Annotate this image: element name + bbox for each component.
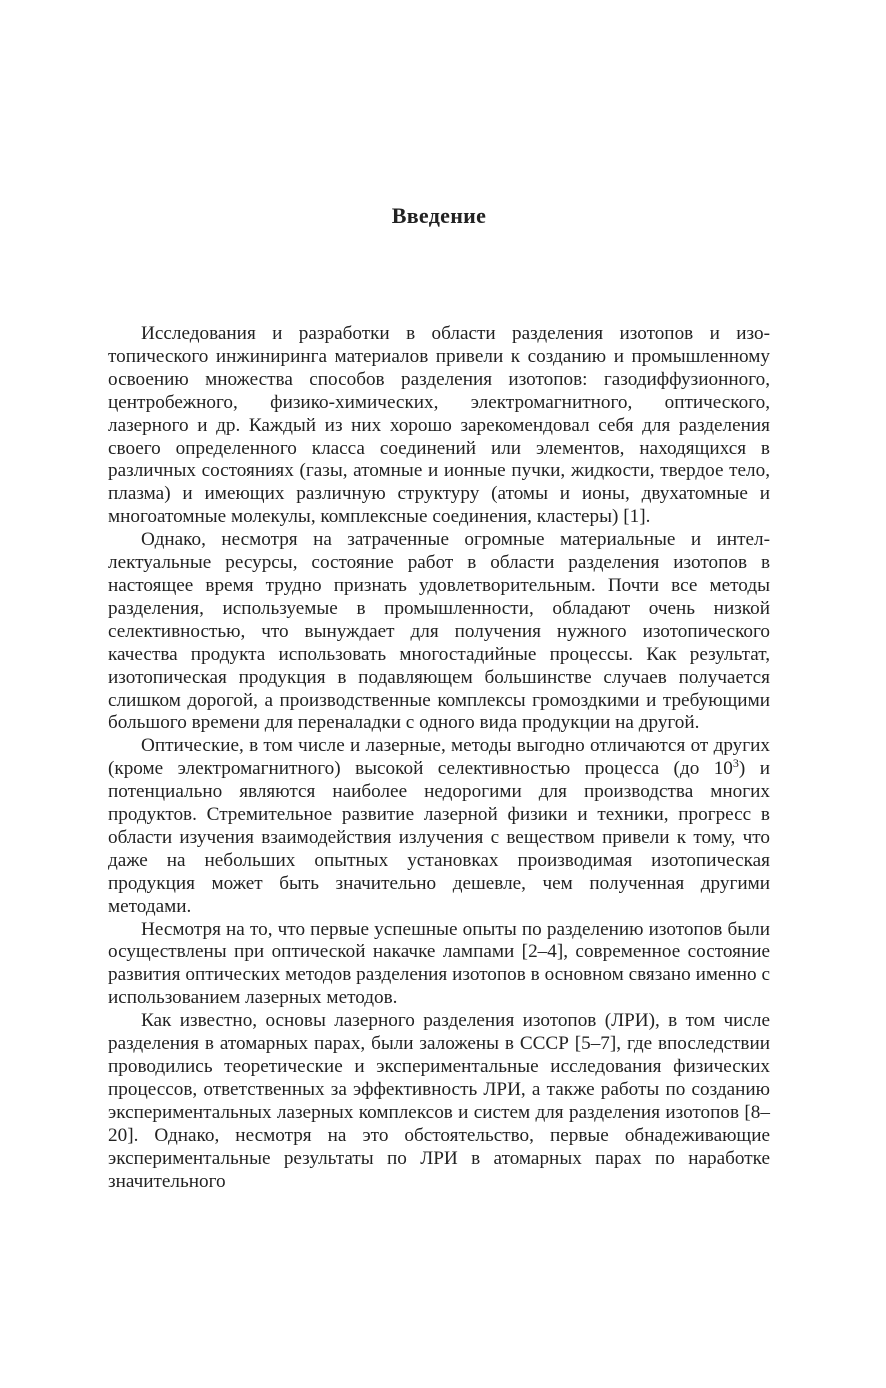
chapter-title: Введение [391, 203, 487, 228]
paragraph-3-before: Оптические, в том числе и лазерные, методы выгодно отличаются от других (кроме электромагнитного) высокой селективностью процесса (до 10 [108, 735, 770, 780]
paragraph-3-after: ) и потенциально являются наиболее недорогими для производства многих продуктов. Стремительное развитие лазерной физики и техники, прогресс в области изучения взаимодействия излучения с веществом привели к тому, что даже на небольших опытных установках производимая изотопическая продукция может быть значительно дешевле, чем полученная другими методами. [108, 758, 770, 917]
paragraph-5: Как известно, основы лазерного разделения изотопов (ЛРИ), в том числе разделения в атомарных парах, были заложены в СССР [5–7], где впоследствии проводились теоретические и экспериментальные исследования физических процессов, ответственных за эффективность ЛРИ, а также работы по созданию экспериментальных лазерных комплексов и систем для разделения изотопов [8–20]. Однако, несмотря на это обстоятельство, первые обнадеживающие экспериментальные результаты по ЛРИ в атомарных парах по наработке значительного [108, 1010, 770, 1192]
superscript-exponent: 3 [732, 756, 739, 771]
body-text [108, 323, 770, 1193]
paragraph-4: Несмотря на то, что первые успешные опыты по разделению изотопов были осуществлены при оптической накачке лампами [2–4], современное состояние развития оптических методов разделения изотопов в основном связано именно с использованием лазерных методов. [108, 918, 770, 1009]
paragraph-2: Однако, несмотря на затраченные огромные материальные и интеллектуальные ресурсы, состояние работ в области разделения изотопов в настоящее время трудно признать удовлетворительным. Почти все методы разделения, используемые в промышленности, обладают очень низкой селективностью, что вынуждает для получения нужного изотопического качества продукта использовать многостадийные процессы. Как результат, изотопическая продукция в подавляющем большинстве случаев получается слишком дорогой, а производственные комплексы громоздкими и требующими большого времени для переналадки с одного вида продукции на другой. [108, 529, 770, 734]
paragraph-1: Исследования и разработки в области разделения изотопов и изотопического инжиниринга материалов привели к созданию и промышленному освоению множества способов разделения изотопов: газодиффузионного, центробежного, физико-химических, электромагнитного, оптического, лазерного и др. Каждый из них хорошо зарекомендовал себя для разделения своего определенного класса соединений или элементов, находящихся в различных состояниях (газы, атомные и ионные пучки, жидкости, твердое тело, плазма) и имеющих различную структуру (атомы и ионы, двухатомные и многоатомные молекулы, комплексные соединения, кластеры) [1]. [108, 323, 770, 528]
paragraph-3 [108, 735, 770, 918]
